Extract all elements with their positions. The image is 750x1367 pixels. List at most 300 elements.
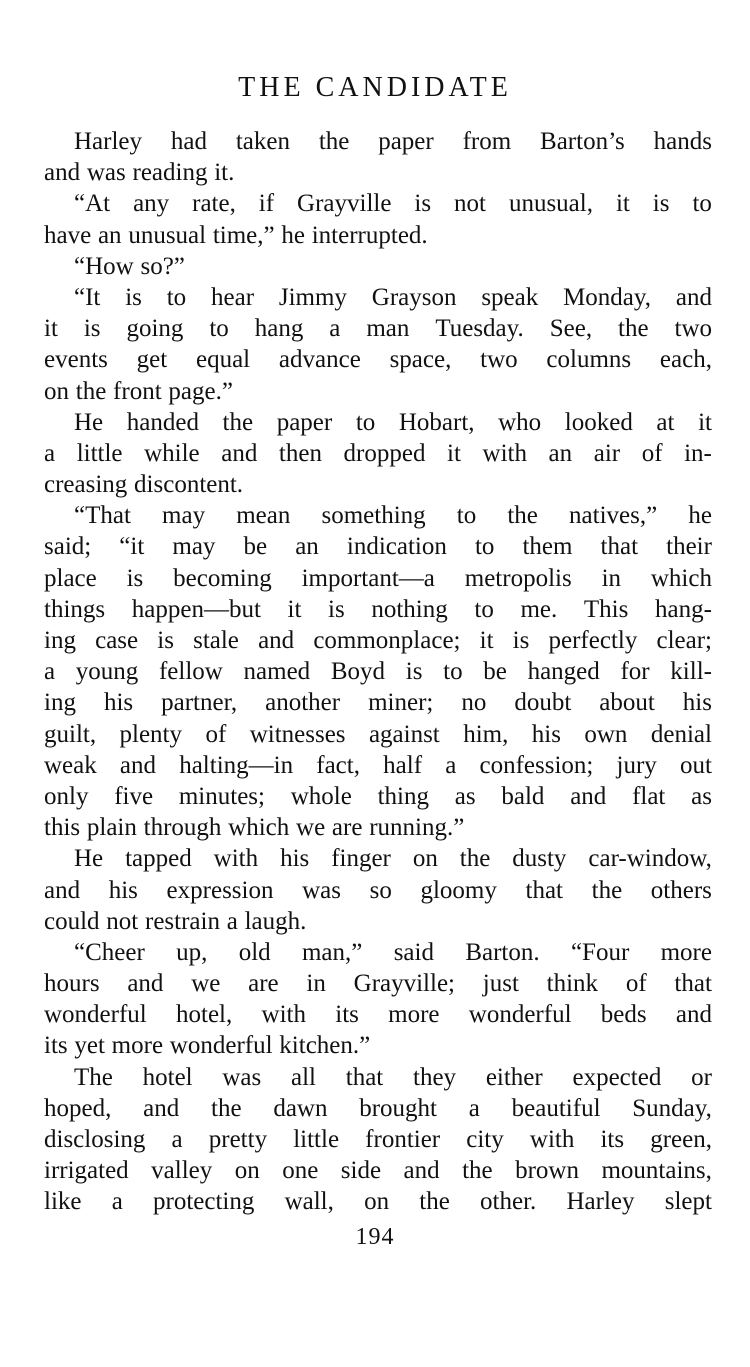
text-line: [44, 1124, 712, 1155]
word: “it: [119, 533, 145, 561]
word: may: [172, 533, 216, 561]
text-line: [44, 563, 712, 594]
word: the: [507, 502, 538, 530]
word: clear;: [656, 627, 712, 654]
word: expected: [572, 1063, 662, 1091]
word: at: [656, 408, 675, 436]
text-line: [44, 875, 712, 906]
word: “At: [74, 190, 111, 218]
word: are: [331, 814, 363, 842]
text-line: [44, 344, 712, 375]
word: it: [44, 315, 58, 343]
word: “How: [74, 252, 134, 280]
word: unusual,: [508, 190, 593, 218]
word: an: [295, 533, 319, 561]
word: his: [682, 689, 712, 717]
word: a: [445, 751, 457, 779]
word: is: [125, 283, 142, 311]
word: paper: [378, 128, 434, 155]
word: dusty: [512, 845, 567, 873]
word: its: [44, 1032, 68, 1060]
word: not: [106, 907, 139, 935]
word: be: [243, 533, 268, 561]
word: is: [652, 190, 670, 218]
word: is: [512, 627, 530, 654]
word: out: [679, 751, 712, 779]
word: city: [466, 1126, 504, 1153]
word: another: [265, 689, 341, 717]
word: pretty: [208, 1126, 268, 1153]
word: hear: [211, 283, 255, 311]
word: two: [674, 315, 712, 343]
word: on: [364, 1188, 390, 1216]
word: important—a: [301, 564, 435, 592]
word: his: [103, 689, 134, 717]
word: and: [127, 970, 164, 998]
word: that: [674, 970, 712, 998]
word: is: [328, 595, 345, 623]
word: just: [482, 970, 519, 998]
text-line: [44, 843, 712, 874]
word: to: [456, 502, 477, 530]
word: guilt,: [44, 720, 97, 748]
word: Grayville;: [353, 970, 455, 998]
word: green,: [650, 1126, 712, 1153]
word: thing: [377, 782, 430, 810]
text-line: [44, 1030, 712, 1061]
word: of: [625, 970, 647, 998]
word: said;: [44, 533, 92, 561]
word: hotel: [142, 1063, 193, 1091]
text-line: [44, 157, 712, 188]
word: his: [531, 720, 561, 748]
word: doubt: [514, 689, 572, 717]
word: to: [166, 283, 187, 311]
word: their: [666, 533, 712, 561]
word: unusual: [128, 221, 207, 249]
word: was: [302, 876, 341, 904]
word: speak: [481, 283, 539, 311]
word: and: [221, 439, 258, 467]
word: hanged: [527, 658, 600, 686]
word: miner;: [368, 689, 434, 717]
word: its: [600, 1126, 625, 1153]
word: a: [111, 1188, 123, 1216]
word: indication: [346, 533, 447, 561]
word: beds: [600, 1001, 647, 1029]
word: and: [258, 627, 295, 654]
word: through: [143, 814, 222, 842]
word: no: [461, 689, 487, 717]
word: yet: [74, 1032, 105, 1060]
text-line: [44, 719, 712, 750]
word: See,: [549, 315, 593, 343]
word: “Four: [570, 938, 630, 966]
word: and: [143, 1094, 180, 1122]
word: his: [108, 876, 138, 904]
word: tapped: [125, 845, 192, 873]
word: disclosing: [44, 1126, 146, 1153]
word: stale: [193, 627, 239, 654]
word: hands: [653, 128, 712, 155]
word: the: [75, 377, 107, 405]
word: for: [620, 658, 650, 686]
word: on: [234, 1157, 260, 1185]
word: plenty: [119, 720, 183, 748]
word: minutes;: [178, 782, 265, 810]
word: is: [83, 315, 101, 343]
word: its: [335, 1001, 359, 1029]
word: and: [675, 1001, 712, 1029]
word: something: [321, 502, 426, 530]
word: interrupted.: [311, 221, 428, 249]
word: is: [414, 190, 432, 218]
word: confession;: [479, 751, 594, 779]
word: then: [278, 439, 322, 467]
word: dawn: [273, 1094, 328, 1122]
word: to: [474, 533, 495, 561]
text-line: [44, 687, 712, 718]
word: of: [641, 439, 663, 467]
word: “It: [74, 283, 101, 311]
word: ing: [44, 627, 76, 654]
word: Grayville: [297, 190, 392, 218]
text-line: [44, 407, 712, 438]
word: Harley: [74, 128, 143, 155]
word: half: [383, 751, 423, 779]
word: columns: [546, 346, 632, 374]
word: advance: [278, 346, 361, 374]
word: to: [355, 408, 376, 436]
word: he: [281, 221, 305, 249]
word: a: [226, 907, 238, 935]
word: with: [529, 1126, 575, 1153]
text-line: [44, 251, 712, 282]
text-line: [44, 469, 712, 500]
word: place: [44, 564, 97, 592]
word: more: [111, 1032, 164, 1060]
word: hang-: [654, 595, 712, 623]
word: the: [618, 315, 649, 343]
word: more: [388, 1001, 440, 1029]
text-line: [44, 531, 712, 562]
text-line: [44, 1062, 712, 1093]
text-line: [44, 656, 712, 687]
word: the: [462, 1157, 493, 1185]
word: Hobart,: [398, 408, 475, 436]
word: against: [368, 720, 440, 748]
word: plain: [86, 814, 137, 842]
word: He: [74, 408, 104, 436]
word: going: [126, 315, 184, 343]
word: that: [600, 533, 639, 561]
word: natives,”: [569, 502, 658, 530]
word: creasing: [44, 471, 128, 499]
word: laugh.: [244, 907, 307, 935]
text-line: [44, 781, 712, 812]
word: or: [691, 1063, 712, 1091]
word: The: [74, 1063, 113, 1091]
word: who: [498, 408, 542, 436]
word: about: [599, 689, 655, 717]
word: discontent.: [134, 471, 244, 499]
word: two: [480, 346, 518, 374]
word: halting—in: [179, 751, 294, 779]
word: old: [238, 938, 271, 966]
word: metropolis: [464, 564, 572, 592]
text-line: [44, 906, 712, 937]
word: either: [485, 1063, 543, 1091]
word: it: [479, 627, 494, 654]
word: the: [591, 876, 623, 904]
word: taken: [235, 128, 290, 155]
word: the: [222, 408, 254, 436]
word: while: [144, 439, 200, 467]
word: kitchen.”: [279, 1032, 371, 1060]
word: Boyd: [330, 658, 386, 686]
word: with: [261, 1001, 306, 1029]
word: could: [44, 907, 100, 935]
word: jury: [616, 751, 657, 779]
word: the: [419, 1188, 450, 1216]
word: “That: [74, 502, 131, 530]
word: running.”: [369, 814, 465, 842]
word: and: [119, 751, 157, 779]
word: mountains,: [601, 1157, 712, 1185]
word: it: [447, 439, 461, 467]
word: we: [191, 970, 221, 998]
word: a: [468, 1094, 480, 1122]
word: to: [692, 190, 712, 218]
text-line: [44, 438, 712, 469]
text-line: [44, 625, 712, 656]
word: commonplace;: [313, 627, 461, 654]
word: equal: [195, 346, 251, 374]
word: wonderful: [44, 1001, 147, 1029]
word: space,: [389, 346, 452, 374]
word: rate,: [192, 190, 236, 218]
word: Barton’s: [540, 128, 625, 155]
word: denial: [650, 720, 712, 748]
word: more: [660, 938, 712, 966]
word: little: [76, 439, 123, 467]
text-line: [44, 1093, 712, 1124]
word: ing: [44, 689, 76, 717]
word: only: [44, 782, 89, 810]
word: side: [340, 1157, 382, 1185]
word: a: [44, 439, 56, 467]
word: others: [650, 876, 712, 904]
word: kill-: [670, 658, 712, 686]
word: on: [412, 845, 438, 873]
word: they: [413, 1063, 457, 1091]
word: man: [366, 315, 410, 343]
word: other.: [480, 1188, 537, 1216]
word: he: [688, 502, 712, 530]
word: Jimmy: [278, 283, 347, 311]
word: that: [525, 876, 563, 904]
text-line: [44, 968, 712, 999]
word: to: [474, 595, 494, 623]
word: wonderful: [468, 1001, 572, 1029]
word: of: [205, 720, 227, 748]
word: slept: [664, 1188, 712, 1216]
word: had: [170, 128, 207, 155]
word: is: [405, 658, 423, 686]
text-line: [44, 594, 712, 625]
word: each,: [659, 346, 712, 374]
word: is: [126, 564, 144, 592]
word: in-: [684, 439, 712, 467]
text-line: [44, 313, 712, 344]
word: irrigated: [44, 1157, 129, 1185]
word: as: [691, 782, 712, 810]
word: have: [44, 221, 92, 249]
word: Sunday,: [632, 1094, 712, 1122]
word: hours: [44, 970, 100, 998]
word: Grayson: [371, 283, 457, 311]
word: fact,: [316, 751, 360, 779]
text-line: [44, 188, 712, 219]
word: that: [345, 1063, 384, 1091]
word: flat: [632, 782, 666, 810]
word: are: [248, 970, 279, 998]
word: said: [393, 938, 434, 966]
word: valley: [151, 1157, 213, 1185]
word: brown: [515, 1157, 579, 1185]
word: gloomy: [420, 876, 497, 904]
text-line: [44, 937, 712, 968]
word: get: [136, 346, 168, 374]
word: this: [44, 814, 81, 842]
word: He: [74, 845, 104, 873]
word: in: [306, 970, 326, 998]
word: on: [44, 377, 69, 405]
word: which: [650, 564, 712, 592]
word: a: [171, 1126, 183, 1153]
word: wonderful: [169, 1032, 273, 1060]
word: little: [293, 1126, 340, 1153]
running-head: THE CANDIDATE: [238, 72, 512, 103]
text-line: [44, 220, 712, 251]
word: events: [44, 346, 108, 374]
word: time,”: [212, 221, 275, 249]
text-line: [44, 1155, 712, 1186]
word: it: [698, 408, 712, 436]
word: a: [44, 658, 56, 686]
word: car-window,: [588, 845, 712, 873]
word: so: [369, 876, 392, 904]
word: with: [482, 439, 527, 467]
word: it: [615, 190, 630, 218]
word: with: [213, 845, 259, 873]
word: five: [114, 782, 154, 810]
word: partner,: [161, 689, 238, 717]
word: weak: [44, 751, 97, 779]
word: paper: [276, 408, 333, 436]
text-line: [44, 1186, 712, 1217]
word: the: [459, 845, 491, 873]
word: one: [282, 1157, 319, 1185]
word: think: [546, 970, 599, 998]
word: whole: [290, 782, 352, 810]
word: a: [329, 315, 341, 343]
word: his: [280, 845, 310, 873]
word: an: [97, 221, 122, 249]
word: we: [296, 814, 326, 842]
word: if: [258, 190, 275, 218]
word: expression: [166, 876, 274, 904]
word: and: [44, 159, 81, 187]
word: the: [211, 1094, 242, 1122]
word: was: [86, 159, 126, 187]
word: named: [243, 658, 311, 686]
word: and: [403, 1157, 440, 1185]
word: own: [584, 720, 628, 748]
word: reading: [132, 159, 208, 187]
word: happen—but: [131, 595, 261, 623]
word: perfectly: [548, 627, 638, 654]
text-line: [44, 750, 712, 781]
word: looked: [564, 408, 633, 436]
word: in: [601, 564, 622, 592]
word: Harley: [566, 1188, 635, 1216]
word: which: [228, 814, 290, 842]
word: all: [291, 1063, 317, 1091]
word: This: [583, 595, 629, 623]
word: and: [570, 782, 607, 810]
word: things: [44, 595, 106, 623]
word: restrain: [145, 907, 220, 935]
word: frontier: [365, 1126, 441, 1153]
text-line: [44, 126, 712, 157]
word: page.”: [168, 377, 233, 405]
word: wall,: [284, 1188, 334, 1216]
word: him,: [463, 720, 509, 748]
word: beautiful: [511, 1094, 601, 1122]
word: from: [462, 128, 512, 155]
text-line: [44, 376, 712, 407]
word: hotel,: [176, 1001, 233, 1029]
word: bald: [501, 782, 545, 810]
word: case: [95, 627, 139, 654]
word: be: [483, 658, 507, 686]
word: fellow: [158, 658, 223, 686]
word: to: [209, 315, 229, 343]
word: it: [287, 595, 302, 623]
word: man,”: [301, 938, 363, 966]
word: Monday,: [563, 283, 652, 311]
word: was: [222, 1063, 262, 1091]
word: may: [162, 502, 206, 530]
text-line: [44, 500, 712, 531]
word: an: [548, 439, 573, 467]
text-line: [44, 999, 712, 1030]
word: young: [75, 658, 139, 686]
word: Barton.: [465, 938, 540, 966]
page-number: 194: [355, 1224, 395, 1250]
word: not: [454, 190, 486, 218]
word: up,: [176, 938, 208, 966]
word: any: [133, 190, 170, 218]
text-line: [44, 282, 712, 313]
word: “Cheer: [74, 938, 145, 966]
word: to: [443, 658, 463, 686]
word: mean: [236, 502, 291, 530]
word: finger: [331, 845, 391, 873]
word: me.: [520, 595, 558, 623]
word: like: [44, 1188, 82, 1216]
